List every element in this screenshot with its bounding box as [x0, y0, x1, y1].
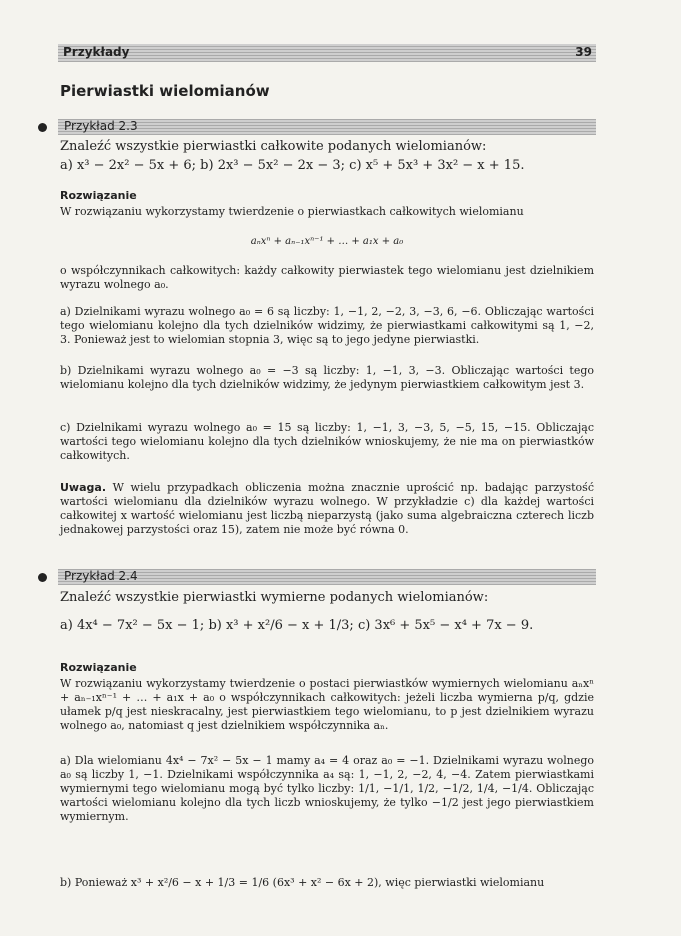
example-2-4-header — [58, 569, 596, 585]
running-header — [58, 44, 596, 62]
note-paragraph — [60, 481, 594, 537]
example-task: Znaleźć wszystkie pierwiastki całkowite podanych wielomianów: — [60, 139, 487, 154]
solution-heading: Rozwiązanie — [60, 189, 137, 202]
solution-part-a: a) Dla wielomianu 4x⁴ − 7x² − 5x − 1 mamy a₄ = 4 oraz a₀ = −1. Dzielnikami wyrazu wolnego a₀ są liczby 1, −1. Dzielnikami współczynnika a₄ są: 1, −1, 2, −2, 4, −4. Zatem pierwiastkami wymiernymi tego wielomianu mogą być tylko liczby: 1/1, −1/1, 1/2, −1/2, 1/4, −1/4. Obliczając wartości wielomianu kolejno dla tych liczb wnioskujemy, że tylko −1/2 jest jego pierwiastkiem wymiernym. — [60, 754, 594, 823]
solution-part-b: b) Ponieważ x³ + x²/6 − x + 1/3 = 1/6 (6x³ + x² − 6x + 2), więc pierwiastki wielomianu — [60, 876, 545, 889]
solution-heading: Rozwiązanie — [60, 661, 137, 674]
example-label: Przykład 2.3 — [64, 119, 138, 133]
header-section-title: Przykłady — [63, 45, 130, 59]
example-label: Przykład 2.4 — [64, 569, 138, 583]
example-items: a) 4x⁴ − 7x² − 5x − 1; b) x³ + x²/6 − x + 1/3; c) 3x⁶ + 5x⁵ − x⁴ + 7x − 9. — [60, 618, 534, 633]
solution-part-c: c) Dzielnikami wyrazu wolnego a₀ = 15 są liczby: 1, −1, 3, −3, 5, −5, 15, −15. Obliczając wartości tego wielomianu kolejno dla tych dzielników wnioskujemy, że nie ma on pierwiastków całkowitych. — [60, 421, 594, 462]
polynomial-formula: aₙxⁿ + aₙ₋₁xⁿ⁻¹ + … + a₁x + a₀ — [250, 236, 404, 247]
note-label: Uwaga. — [60, 481, 106, 494]
solution-intro: W rozwiązaniu wykorzystamy twierdzenie o pierwiastkach całkowitych wielomianu — [60, 205, 524, 218]
example-items: a) x³ − 2x² − 5x + 6; b) 2x³ − 5x² − 2x − 3; c) x⁵ + 5x³ + 3x² − x + 15. — [60, 158, 525, 173]
example-bullet-icon — [38, 123, 47, 132]
example-bullet-icon — [38, 573, 47, 582]
solution-intro: W rozwiązaniu wykorzystamy twierdzenie o postaci pierwiastków wymiernych wielomianu aₙxⁿ + aₙ₋₁xⁿ⁻¹ + … + a₁x + a₀ o współczynnikach całkowitych: jeżeli liczba wymierna p/q, gdzie ułamek p/q jest nieskracalny, jest pierwiastkiem tego wielomianu, to p jest dzielnikiem wyrazu wolnego a₀, natomiast q jest dzielnikiem współczynnika aₙ. — [60, 677, 594, 732]
solution-part-a: a) Dzielnikami wyrazu wolnego a₀ = 6 są liczby: 1, −1, 2, −2, 3, −3, 6, −6. Obliczając wartości tego wielomianu kolejno dla tych dzielników widzimy, że pierwiastkami całkowitymi są 1, −2, 3. Ponieważ jest to wielomian stopnia 3, więc są to jego jedyne pierwiastki. — [60, 305, 594, 346]
example-2-3-header — [58, 119, 596, 135]
page-number: 39 — [575, 45, 592, 59]
solution-part-b: b) Dzielnikami wyrazu wolnego a₀ = −3 są liczby: 1, −1, 3, −3. Obliczając wartości tego wielomianu kolejno dla tych dzielników widzimy, że jedynym pierwiastkiem całkowitym jest 3. — [60, 364, 594, 391]
section-title: Pierwiastki wielomianów — [60, 82, 270, 100]
note-text: W wielu przypadkach obliczenia można znacznie uprościć np. badając parzystość wartości wielomianu dla dzielników wyrazu wolnego. W przykładzie c) dla każdej wartości całkowitej x wartość wielomianu jest liczbą nieparzystą (jako suma algebraiczna czterech liczb jednakowej parzystości oraz 15), zatem nie może być równa 0. — [60, 481, 594, 536]
example-task: Znaleźć wszystkie pierwiastki wymierne podanych wielomianów: — [60, 590, 489, 605]
solution-paragraph: o współczynnikach całkowitych: każdy całkowity pierwiastek tego wielomianu jest dzielnikiem wyrazu wolnego a₀. — [60, 264, 594, 291]
